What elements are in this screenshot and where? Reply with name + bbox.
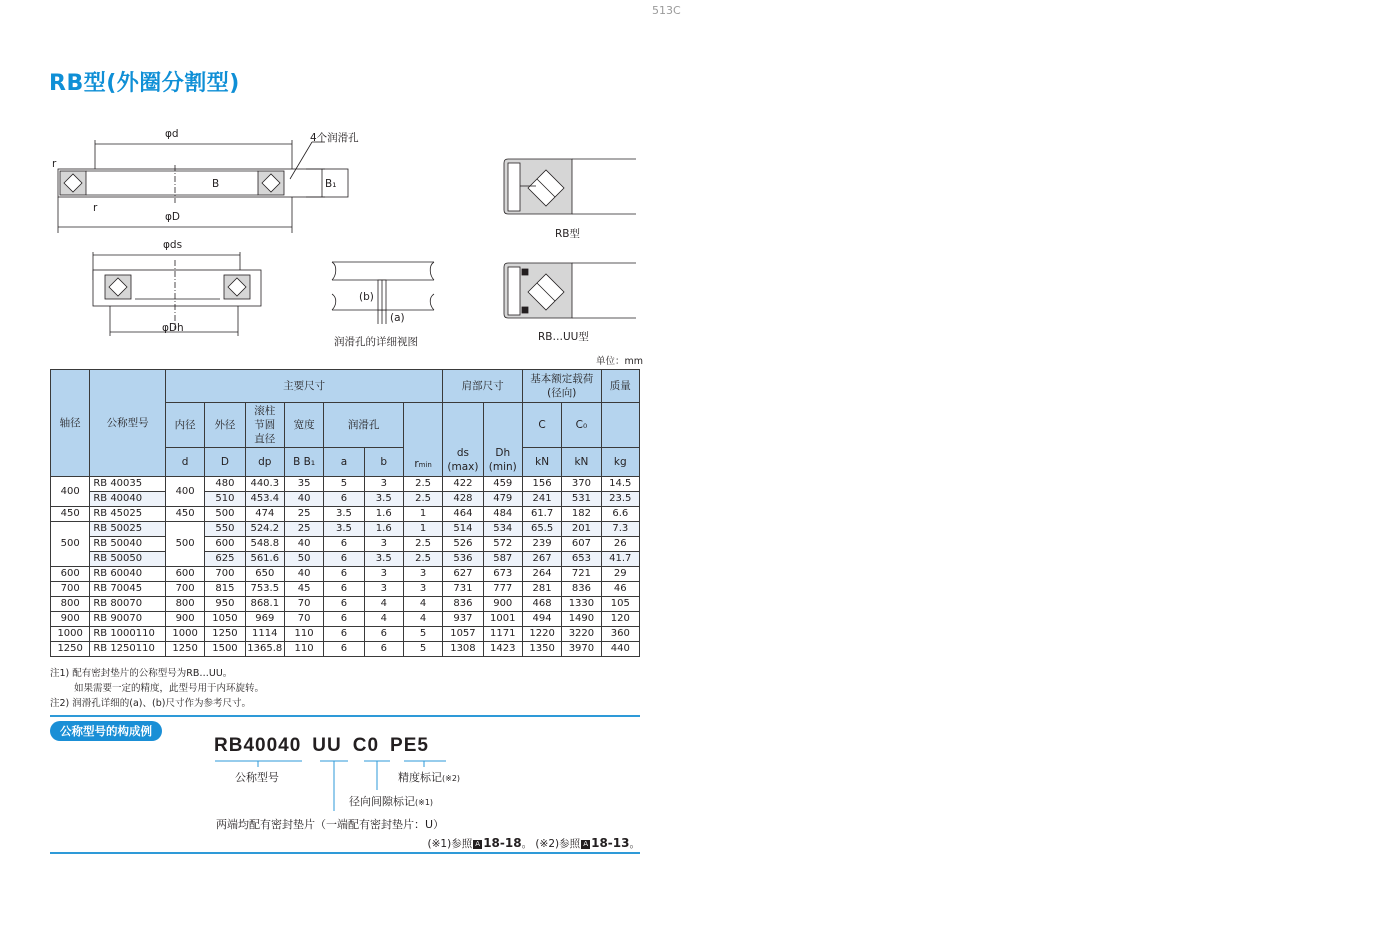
sym-d: d — [165, 448, 204, 477]
table-cell: 653 — [562, 552, 601, 567]
table-cell: 4 — [403, 597, 442, 612]
label-precision-text: 精度标记 — [398, 771, 442, 784]
table-cell: RB 40040 — [90, 492, 166, 507]
table-cell: 900 — [51, 612, 90, 627]
lube-hole-count-label: 4个润滑孔 — [310, 132, 359, 144]
code-leader-lines — [210, 757, 480, 817]
dim-B: B — [212, 178, 220, 190]
table-cell: RB 40035 — [90, 477, 166, 492]
table-cell: 50 — [284, 552, 323, 567]
table-cell: 6 — [324, 612, 364, 627]
notes — [50, 666, 264, 711]
table-cell: 6 — [324, 597, 364, 612]
table-cell: 1 — [403, 507, 442, 522]
table-cell: 3 — [364, 567, 403, 582]
table-cell: 600 — [165, 567, 204, 582]
table-cell: 1114 — [245, 627, 284, 642]
col-mass: 质量 — [601, 370, 639, 403]
table-row — [51, 597, 640, 612]
table-cell: 3 — [364, 582, 403, 597]
table-row — [51, 507, 640, 522]
table-cell: 459 — [483, 477, 522, 492]
table-cell: 550 — [205, 522, 245, 537]
label-precision — [398, 769, 460, 785]
table-cell: 700 — [51, 582, 90, 597]
dim-r-bottom: r — [93, 202, 98, 214]
table-cell: 65.5 — [522, 522, 561, 537]
lube-hole-detail-drawing — [328, 258, 440, 328]
table-row — [51, 552, 640, 567]
table-cell: RB 50050 — [90, 552, 166, 567]
col-model: 公称型号 — [90, 370, 166, 477]
table-cell: 587 — [483, 552, 522, 567]
dim-phi-Dh: φDh — [162, 322, 184, 334]
dim-b: (b) — [359, 291, 374, 303]
table-cell: 1057 — [443, 627, 483, 642]
table-cell: 1250 — [165, 642, 204, 657]
spec-table-body — [51, 477, 640, 657]
label-clearance-note: (※1) — [415, 798, 434, 807]
table-cell: 1 — [403, 522, 442, 537]
table-cell: 3.5 — [324, 522, 364, 537]
table-cell: 531 — [562, 492, 601, 507]
table-cell: 2.5 — [403, 552, 442, 567]
table-cell: 1000 — [51, 627, 90, 642]
sym-D: D — [205, 448, 245, 477]
divider-top — [50, 715, 640, 717]
table-cell: RB 1250110 — [90, 642, 166, 657]
table-cell: 239 — [522, 537, 561, 552]
table-cell: 428 — [443, 492, 483, 507]
lube-detail-caption: 润滑孔的详细视图 — [334, 336, 418, 348]
group-shoulder: 肩部尺寸 — [443, 370, 523, 403]
table-cell: 1308 — [443, 642, 483, 657]
col-shaft: 轴径 — [51, 370, 90, 477]
spec-table — [50, 369, 640, 657]
dim-r-top: r — [52, 158, 57, 170]
table-cell: 29 — [601, 567, 639, 582]
table-cell: 3 — [364, 477, 403, 492]
sym-r: r — [414, 458, 419, 470]
table-cell: 480 — [205, 477, 245, 492]
table-cell: 5 — [403, 642, 442, 657]
table-cell: 61.7 — [522, 507, 561, 522]
table-row — [51, 642, 640, 657]
col-width: 宽度 — [284, 403, 323, 448]
table-cell: 70 — [284, 597, 323, 612]
table-cell: 3.5 — [324, 507, 364, 522]
table-cell: 1330 — [562, 597, 601, 612]
table-cell: 868.1 — [245, 597, 284, 612]
col-inner: 内径 — [165, 403, 204, 448]
table-cell: 46 — [601, 582, 639, 597]
table-cell: 900 — [165, 612, 204, 627]
divider-bottom — [50, 852, 640, 854]
sym-dh-sub: (min) — [488, 461, 517, 473]
table-cell: 400 — [51, 477, 90, 507]
table-cell: 110 — [284, 627, 323, 642]
table-row — [51, 627, 640, 642]
table-cell: 450 — [51, 507, 90, 522]
table-cell: 514 — [443, 522, 483, 537]
table-cell: 6 — [324, 567, 364, 582]
table-cell: 370 — [562, 477, 601, 492]
table-cell: 2.5 — [403, 537, 442, 552]
table-cell: 440 — [601, 642, 639, 657]
table-cell: 3 — [403, 582, 442, 597]
code-precision: PE5 — [390, 735, 429, 756]
ref-a-icon-2: A — [581, 840, 590, 849]
dim-phi-d: φd — [165, 128, 179, 140]
composition-heading: 公称型号的构成例 — [50, 721, 162, 741]
table-cell: 3220 — [562, 627, 601, 642]
table-cell: 969 — [245, 612, 284, 627]
table-cell: 400 — [165, 477, 204, 507]
rb-type-caption: RB型 — [555, 228, 580, 240]
table-cell: 625 — [205, 552, 245, 567]
table-cell: 45 — [284, 582, 323, 597]
table-cell: 4 — [403, 612, 442, 627]
page-title: RB型(外圈分割型) — [49, 71, 240, 96]
table-cell: 360 — [601, 627, 639, 642]
table-cell: 5 — [324, 477, 364, 492]
col-r — [403, 403, 442, 477]
table-cell: 267 — [522, 552, 561, 567]
table-cell: 627 — [443, 567, 483, 582]
table-cell: 120 — [601, 612, 639, 627]
table-cell: 731 — [443, 582, 483, 597]
table-cell: 1220 — [522, 627, 561, 642]
table-cell: 6 — [324, 627, 364, 642]
sym-B: B B₁ — [284, 448, 323, 477]
table-row — [51, 522, 640, 537]
table-cell: 3 — [403, 567, 442, 582]
table-row — [51, 537, 640, 552]
table-cell: 25 — [284, 507, 323, 522]
rb-type-drawing — [500, 156, 640, 218]
table-cell: 1350 — [522, 642, 561, 657]
table-cell: 422 — [443, 477, 483, 492]
table-cell: 673 — [483, 567, 522, 582]
table-cell: 1250 — [205, 627, 245, 642]
table-cell: 6 — [364, 642, 403, 657]
note-1: 注1) 配有密封垫片的公称型号为RB…UU。 — [50, 668, 233, 679]
mass-blank — [601, 403, 639, 448]
load-rating-sub: (径向) — [547, 387, 577, 399]
table-cell: RB 70045 — [90, 582, 166, 597]
table-cell: 281 — [522, 582, 561, 597]
table-cell: 40 — [284, 567, 323, 582]
table-cell: 484 — [483, 507, 522, 522]
ref-a-icon-1: A — [473, 840, 482, 849]
unit-kN-C: kN — [522, 448, 561, 477]
table-cell: 572 — [483, 537, 522, 552]
table-cell: 800 — [51, 597, 90, 612]
group-lube: 润滑孔 — [324, 403, 404, 448]
table-cell: RB 45025 — [90, 507, 166, 522]
table-cell: 1000 — [165, 627, 204, 642]
table-cell: 4 — [364, 597, 403, 612]
table-cell: 241 — [522, 492, 561, 507]
table-cell: 500 — [165, 522, 204, 567]
table-row — [51, 612, 640, 627]
table-cell: 440.3 — [245, 477, 284, 492]
table-cell: RB 50040 — [90, 537, 166, 552]
table-cell: 524.2 — [245, 522, 284, 537]
table-cell: 6 — [364, 627, 403, 642]
col-ds — [443, 403, 483, 477]
table-cell: 1050 — [205, 612, 245, 627]
ref-num-1: 18-18 — [483, 836, 522, 850]
table-cell: 815 — [205, 582, 245, 597]
table-cell: 4 — [364, 612, 403, 627]
label-clearance-text: 径向间隙标记 — [349, 795, 415, 808]
table-cell: 26 — [601, 537, 639, 552]
table-cell: 40 — [284, 492, 323, 507]
label-model: 公称型号 — [235, 771, 279, 784]
dim-phi-D: φD — [165, 211, 181, 223]
sym-dp: dp — [245, 448, 284, 477]
table-cell: 70 — [284, 612, 323, 627]
table-cell: 6 — [324, 582, 364, 597]
table-cell: 201 — [562, 522, 601, 537]
table-cell: 1171 — [483, 627, 522, 642]
table-cell: 2.5 — [403, 492, 442, 507]
dim-a: (a) — [390, 312, 405, 324]
table-row — [51, 492, 640, 507]
sym-C: C — [522, 403, 561, 448]
table-cell: 3.5 — [364, 552, 403, 567]
sym-b: b — [364, 448, 403, 477]
table-cell: 777 — [483, 582, 522, 597]
code-clearance: C0 — [352, 735, 380, 756]
table-cell: 6 — [324, 552, 364, 567]
table-cell: 6 — [324, 537, 364, 552]
table-cell: 35 — [284, 477, 323, 492]
table-cell: 526 — [443, 537, 483, 552]
table-cell: 1490 — [562, 612, 601, 627]
dim-B1: B₁ — [325, 178, 337, 190]
table-cell: 500 — [51, 522, 90, 567]
table-cell: 25 — [284, 522, 323, 537]
table-cell: 5 — [403, 627, 442, 642]
col-dh — [483, 403, 522, 477]
table-cell: RB 60040 — [90, 567, 166, 582]
table-cell: 494 — [522, 612, 561, 627]
unit-kg: kg — [601, 448, 639, 477]
table-cell: 536 — [443, 552, 483, 567]
table-cell: 3970 — [562, 642, 601, 657]
unit-kN-C0: kN — [562, 448, 601, 477]
dim-phi-ds: φds — [163, 239, 183, 251]
table-cell: 600 — [51, 567, 90, 582]
table-cell: 950 — [205, 597, 245, 612]
load-rating-label: 基本额定载荷 — [530, 373, 594, 385]
model-code-example — [214, 735, 440, 757]
label-clearance — [349, 793, 433, 809]
table-cell: 1001 — [483, 612, 522, 627]
table-cell: 600 — [205, 537, 245, 552]
table-cell: 6 — [324, 492, 364, 507]
table-cell: 836 — [562, 582, 601, 597]
unit-label: 单位：mm — [596, 356, 644, 367]
table-cell: RB 1000110 — [90, 627, 166, 642]
table-cell: 110 — [284, 642, 323, 657]
table-cell: 6 — [324, 642, 364, 657]
table-cell: 474 — [245, 507, 284, 522]
table-cell: 23.5 — [601, 492, 639, 507]
table-cell: 105 — [601, 597, 639, 612]
table-cell: 7.3 — [601, 522, 639, 537]
table-cell: 453.4 — [245, 492, 284, 507]
ref-end: 。 — [629, 838, 640, 850]
table-cell: 534 — [483, 522, 522, 537]
ref-num-2: 18-13 — [591, 836, 630, 850]
table-cell: 937 — [443, 612, 483, 627]
table-cell: 41.7 — [601, 552, 639, 567]
table-row — [51, 582, 640, 597]
sym-dh: Dh — [495, 447, 511, 459]
table-cell: 561.6 — [245, 552, 284, 567]
table-cell: 40 — [284, 537, 323, 552]
table-cell: 650 — [245, 567, 284, 582]
table-cell: RB 50025 — [90, 522, 166, 537]
col-outer: 外径 — [205, 403, 245, 448]
table-cell: 14.5 — [601, 477, 639, 492]
ref-prefix-1: (※1)参照 — [427, 838, 473, 850]
rbuu-type-drawing — [500, 260, 640, 322]
table-cell: 479 — [483, 492, 522, 507]
table-cell: 700 — [165, 582, 204, 597]
table-cell: 156 — [522, 477, 561, 492]
table-row — [51, 567, 640, 582]
table-cell: 836 — [443, 597, 483, 612]
table-cell: 3 — [364, 537, 403, 552]
table-cell: 607 — [562, 537, 601, 552]
group-load-rating — [522, 370, 601, 403]
sym-C0: C₀ — [562, 403, 601, 448]
code-model: RB40040 — [214, 735, 302, 756]
table-cell: 1500 — [205, 642, 245, 657]
table-cell: 1423 — [483, 642, 522, 657]
ref-prefix-2: 。 (※2)参照 — [521, 838, 581, 850]
sym-ds-sub: (max) — [447, 461, 479, 473]
table-cell: 6.6 — [601, 507, 639, 522]
table-cell: 464 — [443, 507, 483, 522]
table-cell: 1.6 — [364, 522, 403, 537]
col-pitch: 滚柱节圆直径 — [245, 403, 284, 448]
note-2: 注2) 润滑孔详细的(a)、(b)尺寸作为参考尺寸。 — [50, 698, 251, 709]
reference-line — [428, 836, 640, 851]
table-cell: 900 — [483, 597, 522, 612]
table-cell: 264 — [522, 567, 561, 582]
table-cell: 500 — [205, 507, 245, 522]
table-cell: 182 — [562, 507, 601, 522]
table-cell: 3.5 — [364, 492, 403, 507]
table-cell: 468 — [522, 597, 561, 612]
table-cell: 1250 — [51, 642, 90, 657]
group-main-dims: 主要尺寸 — [165, 370, 442, 403]
table-cell: 800 — [165, 597, 204, 612]
note-1b: 如果需要一定的精度，此型号用于内环旋转。 — [74, 683, 265, 694]
table-cell: RB 80070 — [90, 597, 166, 612]
sym-a: a — [324, 448, 364, 477]
table-cell: 450 — [165, 507, 204, 522]
code-seal: UU — [312, 735, 342, 756]
sym-r-sub: min — [418, 461, 432, 469]
table-cell: 753.5 — [245, 582, 284, 597]
sym-ds: ds — [456, 447, 469, 459]
table-cell: 510 — [205, 492, 245, 507]
label-seal: 两端均配有密封垫片（一端配有密封垫片：U） — [216, 818, 445, 831]
table-cell: 548.8 — [245, 537, 284, 552]
table-cell: 1365.8 — [245, 642, 284, 657]
table-cell: 700 — [205, 567, 245, 582]
page-number: 513C — [652, 4, 681, 17]
rbuu-type-caption: RB…UU型 — [538, 331, 589, 343]
table-cell: RB 90070 — [90, 612, 166, 627]
table-row — [51, 477, 640, 492]
label-precision-note: (※2) — [442, 774, 461, 783]
table-cell: 2.5 — [403, 477, 442, 492]
table-cell: 721 — [562, 567, 601, 582]
table-cell: 1.6 — [364, 507, 403, 522]
